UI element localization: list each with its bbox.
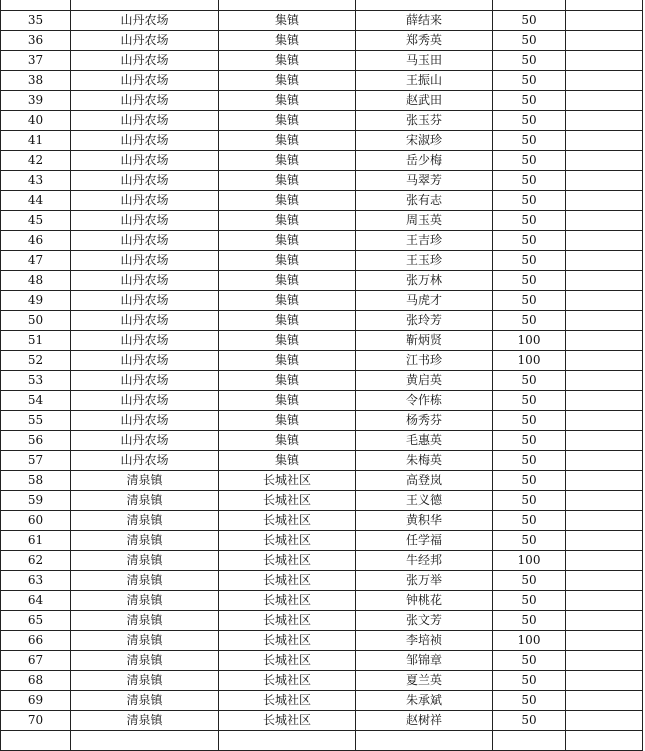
amount-cell: 50: [493, 651, 566, 671]
note-cell: [566, 231, 643, 251]
name-cell: 马虎才: [356, 291, 493, 311]
table-row: [1, 391, 643, 411]
table-row: [1, 671, 643, 691]
town-cell: 清泉镇: [71, 551, 219, 571]
unit-cell: 长城社区: [219, 711, 356, 731]
unit-cell: 长城社区: [219, 471, 356, 491]
amount-cell: 50: [493, 471, 566, 491]
amount-cell: 50: [493, 711, 566, 731]
name-cell: 郑秀英: [356, 31, 493, 51]
name-cell: 赵武田: [356, 91, 493, 111]
unit-cell: 集镇: [219, 371, 356, 391]
row-number-cell: 67: [1, 651, 71, 671]
name-cell: 高登岚: [356, 471, 493, 491]
name-cell: 张有志: [356, 191, 493, 211]
amount-cell: 100: [493, 331, 566, 351]
town-cell: 山丹农场: [71, 211, 219, 231]
row-number-cell: 62: [1, 551, 71, 571]
amount-cell: 50: [493, 91, 566, 111]
unit-cell: 长城社区: [219, 491, 356, 511]
row-number-cell: 39: [1, 91, 71, 111]
row-number-cell: 55: [1, 411, 71, 431]
amount-cell: 50: [493, 151, 566, 171]
partial-cell: [219, 0, 356, 11]
name-cell: 张玲芳: [356, 311, 493, 331]
town-cell: 山丹农场: [71, 171, 219, 191]
row-number-cell: 59: [1, 491, 71, 511]
amount-cell: 50: [493, 531, 566, 551]
table-row: [1, 131, 643, 151]
unit-cell: 长城社区: [219, 631, 356, 651]
town-cell: 山丹农场: [71, 191, 219, 211]
name-cell: 薛结来: [356, 11, 493, 31]
partial-cell: [493, 0, 566, 11]
amount-cell: 100: [493, 351, 566, 371]
amount-cell: 50: [493, 691, 566, 711]
unit-cell: 集镇: [219, 291, 356, 311]
note-cell: [566, 551, 643, 571]
note-cell: [566, 31, 643, 51]
name-cell: 朱梅英: [356, 451, 493, 471]
name-cell: 钟桃花: [356, 591, 493, 611]
note-cell: [566, 711, 643, 731]
note-cell: [566, 51, 643, 71]
amount-cell: 50: [493, 71, 566, 91]
town-cell: 清泉镇: [71, 511, 219, 531]
row-number-cell: 51: [1, 331, 71, 351]
table-row: [1, 511, 643, 531]
amount-cell: 50: [493, 431, 566, 451]
row-number-cell: 50: [1, 311, 71, 331]
unit-cell: 集镇: [219, 111, 356, 131]
name-cell: 王吉珍: [356, 231, 493, 251]
name-cell: 黄启英: [356, 371, 493, 391]
unit-cell: 集镇: [219, 351, 356, 371]
town-cell: 山丹农场: [71, 151, 219, 171]
unit-cell: 集镇: [219, 171, 356, 191]
table-row: [1, 451, 643, 471]
amount-cell: 50: [493, 131, 566, 151]
amount-cell: 50: [493, 391, 566, 411]
table-row: [1, 111, 643, 131]
town-cell: 清泉镇: [71, 471, 219, 491]
name-cell: 张文芳: [356, 611, 493, 631]
town-cell: 山丹农场: [71, 11, 219, 31]
town-cell: 山丹农场: [71, 291, 219, 311]
note-cell: [566, 571, 643, 591]
note-cell: [566, 411, 643, 431]
table-row: [1, 211, 643, 231]
table-row: [1, 91, 643, 111]
note-cell: [566, 451, 643, 471]
note-cell: [566, 611, 643, 631]
note-cell: [566, 191, 643, 211]
partial-cell: [566, 731, 643, 751]
row-number-cell: 70: [1, 711, 71, 731]
town-cell: 山丹农场: [71, 251, 219, 271]
note-cell: [566, 471, 643, 491]
name-cell: 马玉田: [356, 51, 493, 71]
row-number-cell: 40: [1, 111, 71, 131]
unit-cell: 长城社区: [219, 671, 356, 691]
note-cell: [566, 171, 643, 191]
table-row: [1, 691, 643, 711]
town-cell: 山丹农场: [71, 91, 219, 111]
name-cell: 牛经邦: [356, 551, 493, 571]
town-cell: 清泉镇: [71, 491, 219, 511]
town-cell: 山丹农场: [71, 131, 219, 151]
unit-cell: 集镇: [219, 91, 356, 111]
unit-cell: 集镇: [219, 311, 356, 331]
row-number-cell: 53: [1, 371, 71, 391]
amount-cell: 50: [493, 171, 566, 191]
amount-cell: 100: [493, 631, 566, 651]
name-cell: 靳炳贤: [356, 331, 493, 351]
name-cell: 王振山: [356, 71, 493, 91]
name-cell: 黄积华: [356, 511, 493, 531]
name-cell: 王义德: [356, 491, 493, 511]
name-cell: 王玉珍: [356, 251, 493, 271]
name-cell: 邹锦章: [356, 651, 493, 671]
note-cell: [566, 251, 643, 271]
table-row: [1, 71, 643, 91]
note-cell: [566, 351, 643, 371]
note-cell: [566, 131, 643, 151]
row-number-cell: 37: [1, 51, 71, 71]
table-row: [1, 331, 643, 351]
amount-cell: 50: [493, 571, 566, 591]
amount-cell: 50: [493, 451, 566, 471]
amount-cell: 50: [493, 311, 566, 331]
name-cell: 江书珍: [356, 351, 493, 371]
note-cell: [566, 651, 643, 671]
town-cell: 清泉镇: [71, 671, 219, 691]
note-cell: [566, 331, 643, 351]
town-cell: 清泉镇: [71, 571, 219, 591]
note-cell: [566, 691, 643, 711]
row-number-cell: 54: [1, 391, 71, 411]
unit-cell: 长城社区: [219, 691, 356, 711]
table-row: [1, 551, 643, 571]
unit-cell: 长城社区: [219, 571, 356, 591]
note-cell: [566, 631, 643, 651]
note-cell: [566, 431, 643, 451]
partial-cell: [493, 731, 566, 751]
partial-cell: [1, 731, 71, 751]
table-row: [1, 711, 643, 731]
table-row: [1, 631, 643, 651]
unit-cell: 长城社区: [219, 591, 356, 611]
name-cell: 毛惠英: [356, 431, 493, 451]
unit-cell: 集镇: [219, 151, 356, 171]
note-cell: [566, 371, 643, 391]
row-number-cell: 63: [1, 571, 71, 591]
town-cell: 山丹农场: [71, 451, 219, 471]
row-number-cell: 64: [1, 591, 71, 611]
amount-cell: 50: [493, 371, 566, 391]
table-row: [1, 411, 643, 431]
row-number-cell: 65: [1, 611, 71, 631]
row-number-cell: 66: [1, 631, 71, 651]
name-cell: 李培祯: [356, 631, 493, 651]
amount-cell: 50: [493, 231, 566, 251]
row-number-cell: 56: [1, 431, 71, 451]
town-cell: 山丹农场: [71, 231, 219, 251]
unit-cell: 集镇: [219, 271, 356, 291]
amount-cell: 50: [493, 271, 566, 291]
note-cell: [566, 91, 643, 111]
row-number-cell: 60: [1, 511, 71, 531]
name-cell: 岳少梅: [356, 151, 493, 171]
table-row: [1, 371, 643, 391]
unit-cell: 集镇: [219, 331, 356, 351]
name-cell: 周玉英: [356, 211, 493, 231]
amount-cell: 50: [493, 291, 566, 311]
row-number-cell: 45: [1, 211, 71, 231]
unit-cell: 集镇: [219, 411, 356, 431]
unit-cell: 集镇: [219, 131, 356, 151]
unit-cell: 集镇: [219, 31, 356, 51]
note-cell: [566, 111, 643, 131]
table-row: [1, 231, 643, 251]
note-cell: [566, 671, 643, 691]
table-row: [1, 171, 643, 191]
partial-cell: [566, 0, 643, 11]
row-number-cell: 35: [1, 11, 71, 31]
note-cell: [566, 591, 643, 611]
row-number-cell: 47: [1, 251, 71, 271]
unit-cell: 集镇: [219, 391, 356, 411]
amount-cell: 50: [493, 191, 566, 211]
town-cell: 山丹农场: [71, 371, 219, 391]
partial-cell: [71, 0, 219, 11]
table-row: [1, 531, 643, 551]
unit-cell: 集镇: [219, 431, 356, 451]
table-row: [1, 571, 643, 591]
row-number-cell: 69: [1, 691, 71, 711]
note-cell: [566, 71, 643, 91]
town-cell: 山丹农场: [71, 311, 219, 331]
note-cell: [566, 311, 643, 331]
unit-cell: 集镇: [219, 71, 356, 91]
name-cell: 赵树祥: [356, 711, 493, 731]
name-cell: 夏兰英: [356, 671, 493, 691]
town-cell: 清泉镇: [71, 531, 219, 551]
town-cell: 山丹农场: [71, 431, 219, 451]
row-number-cell: 58: [1, 471, 71, 491]
amount-cell: 50: [493, 611, 566, 631]
row-number-cell: 68: [1, 671, 71, 691]
note-cell: [566, 291, 643, 311]
table-row: [1, 591, 643, 611]
town-cell: 山丹农场: [71, 351, 219, 371]
unit-cell: 集镇: [219, 251, 356, 271]
town-cell: 山丹农场: [71, 71, 219, 91]
unit-cell: 长城社区: [219, 551, 356, 571]
amount-cell: 50: [493, 491, 566, 511]
amount-cell: 50: [493, 11, 566, 31]
table-row: [1, 151, 643, 171]
unit-cell: 集镇: [219, 11, 356, 31]
name-cell: 朱承斌: [356, 691, 493, 711]
amount-cell: 50: [493, 591, 566, 611]
table-row-partial: [1, 0, 643, 11]
town-cell: 山丹农场: [71, 391, 219, 411]
table-row: [1, 431, 643, 451]
town-cell: 清泉镇: [71, 711, 219, 731]
roster-table-body: [1, 0, 643, 751]
amount-cell: 100: [493, 551, 566, 571]
row-number-cell: 41: [1, 131, 71, 151]
unit-cell: 集镇: [219, 231, 356, 251]
row-number-cell: 43: [1, 171, 71, 191]
town-cell: 山丹农场: [71, 411, 219, 431]
unit-cell: 长城社区: [219, 651, 356, 671]
town-cell: 清泉镇: [71, 631, 219, 651]
name-cell: 令作栋: [356, 391, 493, 411]
note-cell: [566, 391, 643, 411]
table-row: [1, 311, 643, 331]
town-cell: 山丹农场: [71, 111, 219, 131]
town-cell: 清泉镇: [71, 691, 219, 711]
amount-cell: 50: [493, 511, 566, 531]
unit-cell: 集镇: [219, 211, 356, 231]
unit-cell: 长城社区: [219, 531, 356, 551]
name-cell: 杨秀芬: [356, 411, 493, 431]
partial-cell: [356, 0, 493, 11]
partial-cell: [356, 731, 493, 751]
note-cell: [566, 491, 643, 511]
table-row: [1, 611, 643, 631]
row-number-cell: 38: [1, 71, 71, 91]
table-row: [1, 651, 643, 671]
name-cell: 张玉芬: [356, 111, 493, 131]
row-number-cell: 44: [1, 191, 71, 211]
table-row: [1, 271, 643, 291]
amount-cell: 50: [493, 31, 566, 51]
row-number-cell: 46: [1, 231, 71, 251]
unit-cell: 集镇: [219, 451, 356, 471]
town-cell: 山丹农场: [71, 271, 219, 291]
row-number-cell: 61: [1, 531, 71, 551]
town-cell: 清泉镇: [71, 591, 219, 611]
name-cell: 张万举: [356, 571, 493, 591]
table-row: [1, 351, 643, 371]
table-row: [1, 471, 643, 491]
amount-cell: 50: [493, 111, 566, 131]
partial-cell: [219, 731, 356, 751]
town-cell: 清泉镇: [71, 651, 219, 671]
name-cell: 马翠芳: [356, 171, 493, 191]
amount-cell: 50: [493, 51, 566, 71]
name-cell: 宋淑珍: [356, 131, 493, 151]
table-row: [1, 491, 643, 511]
row-number-cell: 52: [1, 351, 71, 371]
unit-cell: 长城社区: [219, 511, 356, 531]
table-row: [1, 251, 643, 271]
town-cell: 山丹农场: [71, 331, 219, 351]
row-number-cell: 49: [1, 291, 71, 311]
name-cell: 张万林: [356, 271, 493, 291]
town-cell: 山丹农场: [71, 51, 219, 71]
row-number-cell: 42: [1, 151, 71, 171]
partial-cell: [1, 0, 71, 11]
partial-cell: [71, 731, 219, 751]
row-number-cell: 48: [1, 271, 71, 291]
table-row: [1, 51, 643, 71]
town-cell: 山丹农场: [71, 31, 219, 51]
town-cell: 清泉镇: [71, 611, 219, 631]
amount-cell: 50: [493, 671, 566, 691]
note-cell: [566, 11, 643, 31]
amount-cell: 50: [493, 251, 566, 271]
note-cell: [566, 151, 643, 171]
amount-cell: 50: [493, 211, 566, 231]
table-row: [1, 11, 643, 31]
row-number-cell: 57: [1, 451, 71, 471]
table-row: [1, 31, 643, 51]
note-cell: [566, 511, 643, 531]
note-cell: [566, 271, 643, 291]
unit-cell: 集镇: [219, 191, 356, 211]
table-row: [1, 291, 643, 311]
row-number-cell: 36: [1, 31, 71, 51]
amount-cell: 50: [493, 411, 566, 431]
table-row-partial: [1, 731, 643, 751]
note-cell: [566, 211, 643, 231]
table-row: [1, 191, 643, 211]
name-cell: 任学福: [356, 531, 493, 551]
unit-cell: 长城社区: [219, 611, 356, 631]
unit-cell: 集镇: [219, 51, 356, 71]
note-cell: [566, 531, 643, 551]
